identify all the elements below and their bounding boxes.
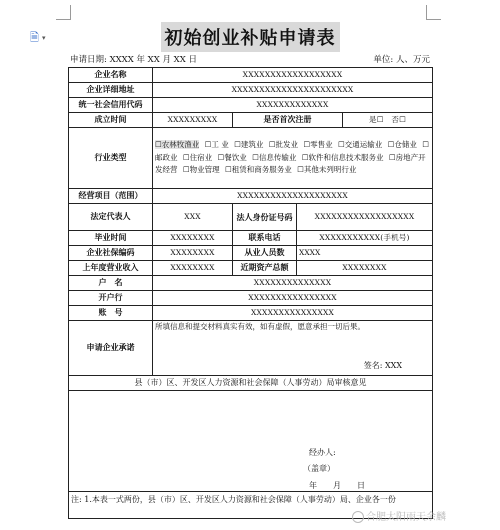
row-company-name — [69, 68, 433, 83]
employees-field[interactable]: XXXX — [297, 246, 433, 261]
promise-signature[interactable]: 签名: XXX — [363, 361, 403, 370]
review-seal: （盖章） — [303, 464, 335, 473]
business-scope-label: 经营项目（范围） — [69, 189, 153, 204]
industry-option[interactable]: ☐其他未列明行业 — [297, 165, 357, 175]
watermark — [352, 508, 446, 523]
document-icon[interactable]: 🗎 — [30, 31, 39, 44]
industry-option[interactable]: ☐餐饮业 — [217, 152, 247, 162]
social-code-field[interactable]: XXXXXXXX — [153, 246, 233, 261]
row-established — [69, 113, 433, 128]
review-handler: 经办人: — [309, 448, 336, 457]
industry-label: 行业类型 — [69, 128, 153, 189]
company-name-field[interactable]: XXXXXXXXXXXXXXXXXX — [153, 68, 433, 83]
industry-options — [153, 128, 433, 189]
crop-mark-top-left — [56, 5, 71, 20]
row-revenue — [69, 261, 433, 276]
assets-field[interactable]: XXXXXXXX — [297, 261, 433, 276]
first-registration-label: 是否首次注册 — [233, 113, 343, 128]
industry-option[interactable]: ☐零售业 — [303, 140, 333, 150]
graduation-field[interactable]: XXXXXXXX — [153, 231, 233, 246]
company-address-label: 企业详细地址 — [69, 83, 153, 98]
form-title-wrap — [0, 22, 500, 52]
account-name-field[interactable]: XXXXXXXXXXXXXX — [153, 276, 433, 291]
watermark-logo-icon — [352, 511, 364, 523]
business-scope-field[interactable]: XXXXXXXXXXXXXXXXXXXX — [153, 189, 433, 204]
industry-option[interactable]: ☐工 业 — [204, 140, 229, 150]
established-field[interactable]: XXXXXXXXX — [153, 113, 233, 128]
row-bank — [69, 291, 433, 306]
first-registration-yes-checkbox[interactable]: 是☐ — [369, 115, 384, 124]
revenue-field[interactable]: XXXXXXXX — [153, 261, 233, 276]
assets-label: 近期资产总额 — [233, 261, 297, 276]
industry-option[interactable]: ☐交通运输业 — [338, 140, 383, 150]
industry-option[interactable]: ☐租赁和商务服务业 — [225, 165, 292, 175]
industry-option[interactable]: ☐批发业 — [268, 140, 298, 150]
industry-option[interactable]: ☐仓储业 — [387, 140, 417, 150]
row-company-address — [69, 83, 433, 98]
industry-option[interactable]: ☐软件和信息技术服务业 — [301, 152, 384, 162]
legal-rep-id-field[interactable]: XXXXXXXXXXXXXXXXXX — [297, 204, 433, 231]
industry-option[interactable]: ☐邮政业 — [155, 140, 429, 162]
row-promise — [69, 321, 433, 376]
meta-line — [70, 53, 430, 67]
account-no-label: 账 号 — [69, 306, 153, 321]
social-code-label: 企业社保编码 — [69, 246, 153, 261]
crop-mark-top-right — [426, 5, 441, 20]
row-account-no — [69, 306, 433, 321]
established-label: 成立时间 — [69, 113, 153, 128]
first-registration-options — [343, 113, 433, 128]
credit-code-field[interactable]: XXXXXXXXXXXXX — [153, 98, 433, 113]
row-credit-code — [69, 98, 433, 113]
row-social-code — [69, 246, 433, 261]
first-registration-no-checkbox[interactable]: 否☐ — [391, 115, 407, 124]
row-review-body — [69, 391, 433, 492]
employees-label: 从业人员数 — [233, 246, 297, 261]
row-legal-rep — [69, 204, 433, 231]
account-no-field[interactable]: XXXXXXXXXXXXXXX — [153, 306, 433, 321]
phone-label: 联系电话 — [233, 231, 297, 246]
review-body[interactable] — [69, 391, 433, 492]
phone-field[interactable]: XXXXXXXXXXX(手机号) — [297, 231, 433, 246]
account-name-label: 户 名 — [69, 276, 153, 291]
chevron-down-icon[interactable]: ▾ — [42, 34, 46, 42]
graduation-label: 毕业时间 — [69, 231, 153, 246]
promise-text: 所填信息和提交材料真实有效，如有虚假，愿意承担一切后果。 — [155, 322, 365, 331]
industry-option[interactable]: ☐农林牧渔业 — [155, 140, 200, 150]
industry-option[interactable]: ☐住宿业 — [182, 152, 213, 162]
unit-label: 单位: 人、万元 — [373, 55, 430, 65]
application-form-table — [68, 67, 433, 519]
promise-label: 申请企业承诺 — [69, 321, 153, 376]
company-address-field[interactable]: XXXXXXXXXXXXXXXXXXXXXX — [153, 83, 433, 98]
legal-rep-label: 法定代表人 — [69, 204, 153, 231]
form-note: 注: 1.本表一式两份，县（市）区、开发区人力资源和社会保障（人事劳动）局、企业各一份 — [69, 492, 433, 519]
bank-label: 开户行 — [69, 291, 153, 306]
row-business-scope — [69, 189, 433, 204]
row-industry — [69, 128, 433, 189]
industry-option[interactable]: ☐信息传输业 — [252, 152, 297, 162]
bank-field[interactable]: XXXXXXXXXXXXXXXX — [153, 291, 433, 306]
row-account-name — [69, 276, 433, 291]
industry-option[interactable]: ☐物业管理 — [182, 165, 220, 175]
credit-code-label: 统一社会信用代码 — [69, 98, 153, 113]
industry-option[interactable]: ☐建筑业 — [234, 140, 264, 150]
industry-option[interactable]: ☐房地产开发经营 — [155, 152, 426, 175]
legal-rep-field[interactable]: XXX — [153, 204, 233, 231]
promise-area — [153, 321, 433, 376]
legal-rep-id-label: 法人身份证号码 — [233, 204, 297, 231]
company-name-label: 企业名称 — [69, 68, 153, 83]
revenue-label: 上年度营业收入 — [69, 261, 153, 276]
row-graduation — [69, 231, 433, 246]
review-header: 县（市）区、开发区人力资源和社会保障（人事劳动）局审核意见 — [69, 376, 433, 391]
form-title: 初始创业补贴申请表 — [161, 22, 340, 52]
watermark-text: 合肥太阳雨天余麟 — [366, 512, 446, 523]
review-date: 年 月 日 — [309, 481, 365, 490]
row-review-head — [69, 376, 433, 391]
review-body-inner — [71, 391, 430, 491]
application-date: 申请日期: XXXX 年 XX 月 XX 日 — [70, 55, 197, 65]
